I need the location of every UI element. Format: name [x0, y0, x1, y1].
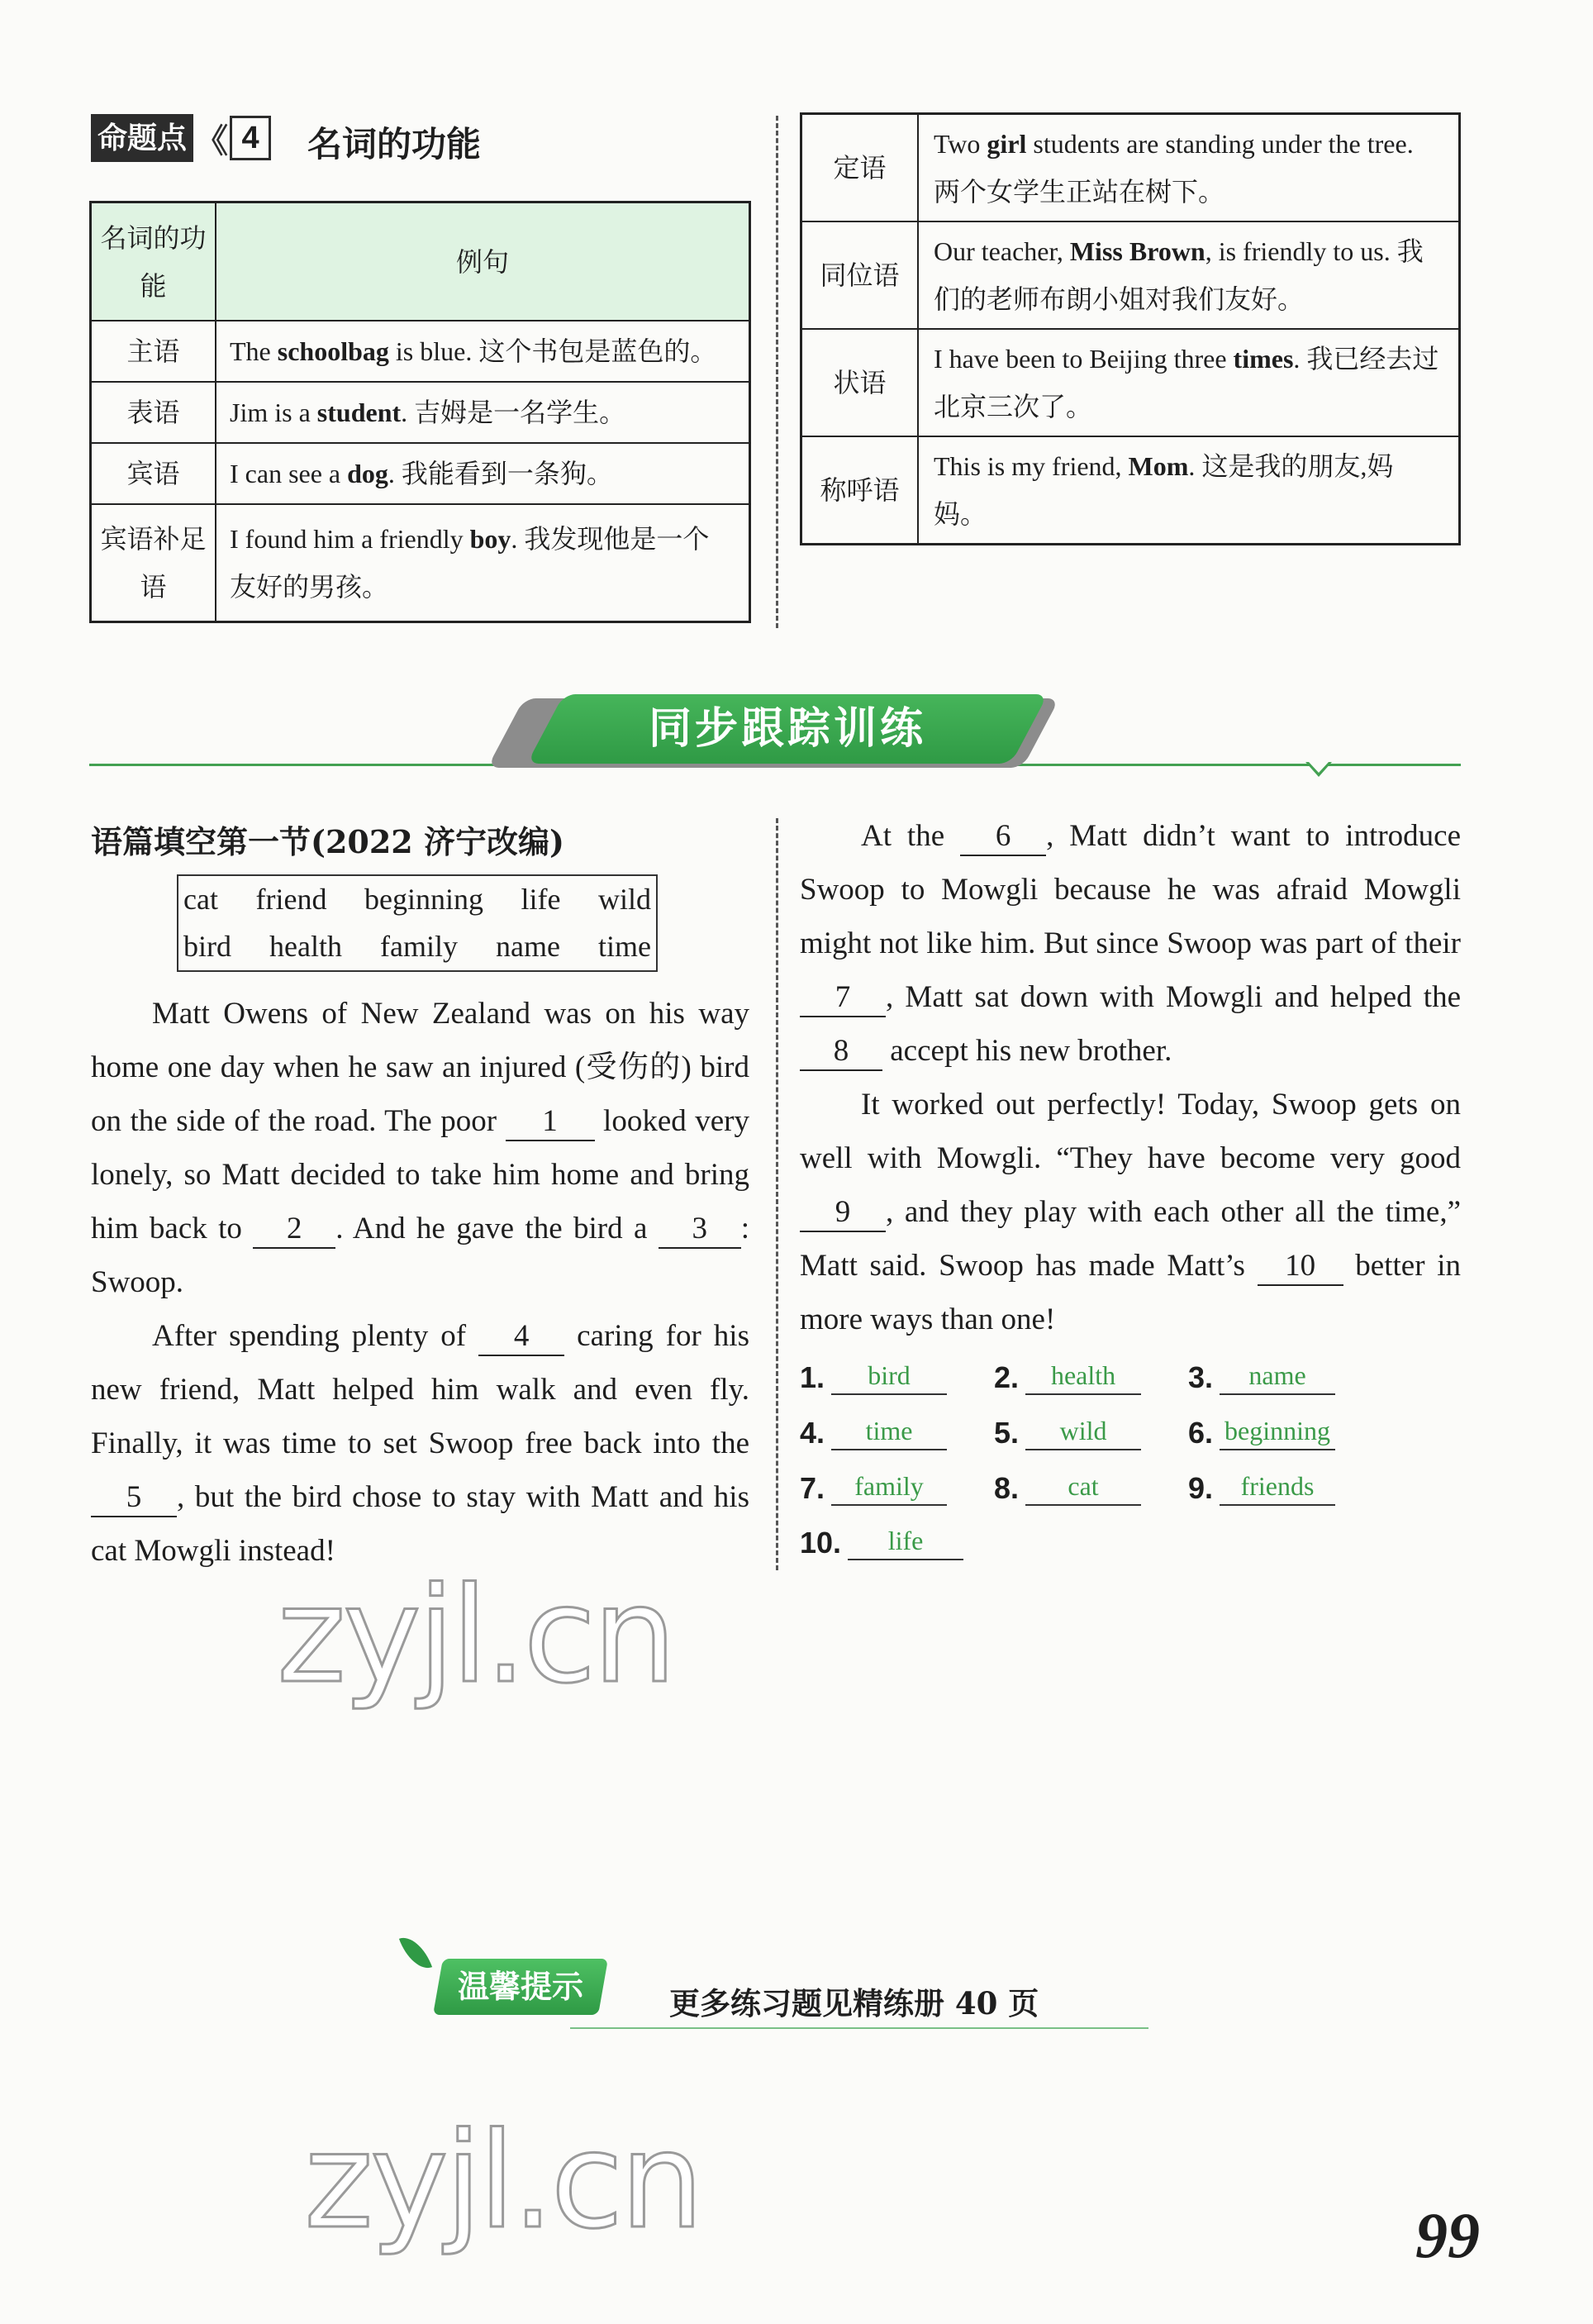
blank-6: 6: [960, 818, 1046, 856]
table-header-role: 名词的功能: [91, 202, 216, 321]
blank-3: 3: [659, 1211, 741, 1249]
watermark: zyjl.cn: [277, 1558, 673, 1712]
table-row: [801, 114, 1460, 222]
table-header-example: 例句: [216, 202, 750, 321]
table-row: [91, 504, 750, 622]
role-cell: 称呼语: [801, 436, 919, 545]
table-row: [91, 321, 750, 382]
answer-value: wild: [1025, 1412, 1141, 1450]
word-bank-item: cat: [183, 883, 218, 916]
answer-item: 1. bird: [800, 1345, 947, 1395]
topic-badge: [91, 114, 271, 162]
example-cell: This is my friend, Mom. 这是我的朋友,妈妈。: [918, 436, 1460, 545]
answer-value: friends: [1220, 1468, 1335, 1506]
blank-7: 7: [800, 979, 886, 1017]
word-bank-row: [183, 876, 651, 923]
role-cell: 状语: [801, 329, 919, 436]
column-divider-top: [776, 116, 778, 628]
answer-item: 10. life: [800, 1511, 963, 1560]
word-bank-item: name: [496, 930, 560, 963]
word-bank-item: friend: [255, 883, 327, 916]
answer-value: life: [848, 1522, 963, 1560]
blank-10: 10: [1258, 1248, 1343, 1286]
passage-paragraph: Matt Owens of New Zealand was on his way home one day when he saw an injured (受伤的) bird on the side of the road. The poor 1 looked very lonely, so Matt decided to take him home and bring him back to 2 . And he gave the bird a 3 : Swoop.: [91, 997, 750, 1299]
example-cell: I can see a dog. 我能看到一条狗。: [216, 443, 750, 504]
example-cell: Our teacher, Miss Brown, is friendly to us. 我们的老师布朗小姐对我们友好。: [918, 221, 1460, 329]
answer-value: beginning: [1220, 1412, 1335, 1450]
word-bank-item: time: [597, 930, 651, 963]
section-banner-title: 同步跟踪训练: [648, 704, 926, 754]
answer-item: 5. wild: [994, 1401, 1141, 1450]
answer-value: bird: [831, 1357, 947, 1395]
word-bank-row: [183, 923, 651, 970]
passage-paragraph: After spending plenty of 4 caring for his new friend, Matt helped him walk and even fly. Finally, it was time to set Swoop free back into the 5 , but the bird chose to stay with Matt and his cat Mowgli instead!: [91, 1319, 749, 1568]
word-bank-item: bird: [183, 930, 231, 963]
table-row: [91, 382, 750, 443]
leaf-icon: [399, 1931, 432, 1974]
role-cell: 宾语补足语: [91, 504, 216, 622]
role-cell: 主语: [91, 321, 216, 382]
example-cell: I have been to Beijing three times. 我已经去过北京三次了。: [918, 329, 1460, 436]
tip-text: 更多练习题见精练册 40 页: [669, 1985, 1039, 2022]
answer-value: name: [1220, 1357, 1335, 1395]
word-bank-item: beginning: [364, 883, 483, 916]
word-bank: [177, 874, 658, 972]
column-divider-bottom: [776, 818, 778, 1570]
notch-icon-inner: [1309, 762, 1329, 773]
blank-9: 9: [800, 1194, 886, 1232]
topic-title: 名词的功能: [307, 124, 482, 164]
answer-value: cat: [1025, 1468, 1141, 1506]
table-row: [801, 329, 1460, 436]
answer-value: family: [831, 1468, 947, 1506]
page-number: 99: [1415, 2199, 1480, 2271]
answer-item: 7. family: [800, 1456, 947, 1506]
example-cell: I found him a friendly boy. 我发现他是一个友好的男孩。: [216, 504, 750, 622]
blank-2: 2: [253, 1211, 335, 1249]
word-bank-item: family: [380, 930, 458, 963]
watermark: zyjl.cn: [304, 2103, 701, 2258]
blank-1: 1: [506, 1103, 595, 1141]
role-cell: 定语: [801, 114, 919, 222]
table-row: [801, 221, 1460, 329]
answer-item: 2. health: [994, 1345, 1141, 1395]
blank-4: 4: [478, 1318, 564, 1356]
answer-value: health: [1025, 1357, 1141, 1395]
topic-badge-number: 4: [230, 116, 271, 160]
answer-value: time: [831, 1412, 947, 1450]
passage-paragraph: It worked out perfectly! Today, Swoop gets on well with Mowgli. “They have become very good 9 , and they play with each other all the time,” Matt said. Swoop has made Matt’s 10 better in more ways than one!: [800, 1088, 1461, 1336]
role-cell: 表语: [91, 382, 216, 443]
passage-paragraph: At the 6 , Matt didn’t want to introduce Swoop to Mowgli because he was afraid Mowgli might not like him. But since Swoop was part of their 7 , Matt sat down with Mowgli and helped the 8 accept his new brother.: [800, 809, 1461, 1078]
answer-item: 4. time: [800, 1401, 947, 1450]
answer-item: 3. name: [1188, 1345, 1335, 1395]
table-row: [91, 443, 750, 504]
word-bank-item: health: [269, 930, 342, 963]
example-cell: The schoolbag is blue. 这个书包是蓝色的。: [216, 321, 750, 382]
example-cell: Jim is a student. 吉姆是一名学生。: [216, 382, 750, 443]
tip-underline: [570, 2027, 1148, 2029]
topic-badge-label: 命题点: [91, 114, 193, 162]
role-cell: 同位语: [801, 221, 919, 329]
table-row: [801, 436, 1460, 545]
word-bank-item: wild: [597, 883, 651, 916]
noun-function-table-right: [800, 112, 1461, 545]
noun-function-table-left: [89, 201, 751, 623]
answer-item: 8. cat: [994, 1456, 1141, 1506]
blank-5: 5: [91, 1479, 177, 1517]
chevron-left-icon: 《: [195, 121, 229, 160]
exercise-title: 语篇填空第一节(2022 济宁改编): [91, 823, 564, 860]
blank-8: 8: [800, 1033, 882, 1071]
example-cell: Two girl students are standing under the tree. 两个女学生正站在树下。: [918, 114, 1460, 222]
answer-item: 6. beginning: [1188, 1401, 1335, 1450]
passage-right-column: [800, 809, 1461, 1346]
passage-left-column: [91, 987, 749, 1578]
answer-item: 9. friends: [1188, 1456, 1335, 1506]
tip-badge-label: 温馨提示: [457, 1969, 583, 2005]
role-cell: 宾语: [91, 443, 216, 504]
word-bank-item: life: [521, 883, 561, 916]
